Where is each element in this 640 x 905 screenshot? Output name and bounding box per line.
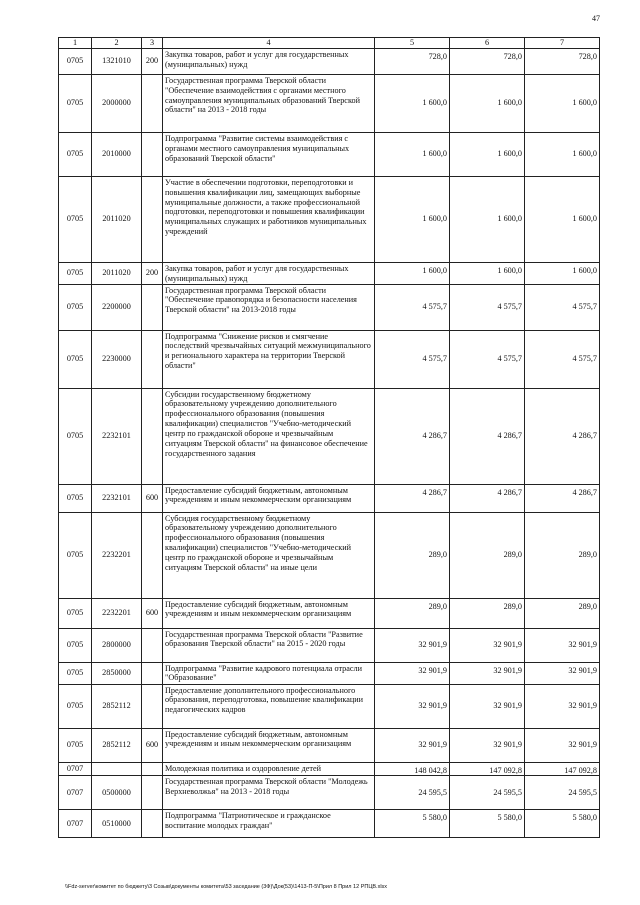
amount-col6: 1 600,0	[450, 176, 525, 262]
col-header-1: 1	[59, 38, 92, 49]
expense-type	[142, 628, 163, 662]
amount-col6: 4 286,7	[450, 388, 525, 484]
col-header-5: 5	[375, 38, 450, 49]
amount-col5: 728,0	[375, 48, 450, 74]
description: Государственная программа Тверской области "Молодежь Верхневолжья" на 2013 - 2018 годы	[163, 776, 375, 810]
description: Подпрограмма "Патриотическое и гражданское воспитание молодых граждан"	[163, 810, 375, 838]
target-code: 2011020	[92, 262, 142, 284]
expense-type	[142, 74, 163, 132]
table-row	[59, 684, 600, 728]
table-row	[59, 598, 600, 628]
amount-col7: 4 286,7	[525, 388, 600, 484]
description: Субсидии государственному бюджетному образовательному учреждению дополнительного профессионального образования (повышения квалификации) специалистов "Учебно-методический центр по гражданской обороне и чрезвычайным ситуациям Тверской области" на финансовое обеспечение государственного задания	[163, 388, 375, 484]
amount-col5: 4 286,7	[375, 484, 450, 512]
amount-col6: 4 286,7	[450, 484, 525, 512]
table-row	[59, 74, 600, 132]
description: Предоставление субсидий бюджетным, автономным учреждениям и иным некоммерческим организациям	[163, 598, 375, 628]
amount-col5: 32 901,9	[375, 728, 450, 762]
section-code: 0705	[59, 598, 92, 628]
amount-col6: 1 600,0	[450, 74, 525, 132]
expense-type	[142, 512, 163, 598]
expense-type	[142, 132, 163, 176]
amount-col7: 1 600,0	[525, 74, 600, 132]
amount-col5: 4 575,7	[375, 330, 450, 388]
description: Субсидия государственному бюджетному образовательному учреждению дополнительного профессионального образования (повышения квалификации) специалистов "Учебно-методический центр по гражданской обороне и чрезвычайным ситуациям Тверской области" на иные цели	[163, 512, 375, 598]
expense-type: 200	[142, 262, 163, 284]
amount-col6: 289,0	[450, 512, 525, 598]
section-code: 0705	[59, 48, 92, 74]
target-code: 2010000	[92, 132, 142, 176]
section-code: 0705	[59, 176, 92, 262]
table-row	[59, 262, 600, 284]
target-code: 2011020	[92, 176, 142, 262]
amount-col7: 289,0	[525, 512, 600, 598]
amount-col6: 4 575,7	[450, 284, 525, 330]
col-header-2: 2	[92, 38, 142, 49]
amount-col5: 1 600,0	[375, 74, 450, 132]
target-code: 2232201	[92, 512, 142, 598]
target-code: 2852112	[92, 728, 142, 762]
description: Подпрограмма "Развитие кадрового потенциала отрасли "Образование"	[163, 662, 375, 684]
amount-col7: 1 600,0	[525, 132, 600, 176]
amount-col5: 289,0	[375, 512, 450, 598]
amount-col6: 24 595,5	[450, 776, 525, 810]
description: Предоставление субсидий бюджетным, автономным учреждениям и иным некоммерческим организациям	[163, 484, 375, 512]
expense-type	[142, 662, 163, 684]
amount-col7: 289,0	[525, 598, 600, 628]
description: Подпрограмма "Развитие системы взаимодействия с органами местного самоуправления муниципальных образований Тверской области"	[163, 132, 375, 176]
target-code: 2232101	[92, 388, 142, 484]
description: Участие в обеспечении подготовки, переподготовки и повышения квалификации лиц, замещающих выборные муниципальные должности, а также профессиональной подготовки, переподготовки и повышения квалификации муниципальных служащих и работников муниципальных учреждений	[163, 176, 375, 262]
amount-col7: 147 092,8	[525, 762, 600, 776]
amount-col7: 4 286,7	[525, 484, 600, 512]
amount-col5: 4 575,7	[375, 284, 450, 330]
expense-type	[142, 388, 163, 484]
description: Предоставление субсидий бюджетным, автономным учреждениям и иным некоммерческим организациям	[163, 728, 375, 762]
target-code: 0500000	[92, 776, 142, 810]
table-row	[59, 762, 600, 776]
description: Закупка товаров, работ и услуг для государственных (муниципальных) нужд	[163, 262, 375, 284]
amount-col7: 728,0	[525, 48, 600, 74]
section-code: 0705	[59, 512, 92, 598]
target-code: 2000000	[92, 74, 142, 132]
col-header-6: 6	[450, 38, 525, 49]
target-code	[92, 762, 142, 776]
table-row	[59, 284, 600, 330]
section-code: 0707	[59, 776, 92, 810]
section-code: 0705	[59, 684, 92, 728]
expense-type: 600	[142, 728, 163, 762]
target-code: 2232101	[92, 484, 142, 512]
expense-type: 600	[142, 598, 163, 628]
amount-col5: 5 580,0	[375, 810, 450, 838]
section-code: 0705	[59, 484, 92, 512]
amount-col6: 5 580,0	[450, 810, 525, 838]
section-code: 0705	[59, 728, 92, 762]
header-row	[59, 38, 600, 49]
description: Подпрограмма "Снижение рисков и смягчение последствий чрезвычайных ситуаций межмуниципального и регионального характера на территории Тверской области"	[163, 330, 375, 388]
section-code: 0705	[59, 284, 92, 330]
amount-col6: 1 600,0	[450, 262, 525, 284]
amount-col5: 1 600,0	[375, 262, 450, 284]
expense-type	[142, 684, 163, 728]
amount-col6: 32 901,9	[450, 662, 525, 684]
section-code: 0705	[59, 662, 92, 684]
section-code: 0705	[59, 132, 92, 176]
table-row	[59, 512, 600, 598]
target-code: 2232201	[92, 598, 142, 628]
amount-col7: 24 595,5	[525, 776, 600, 810]
budget-table	[58, 37, 600, 838]
section-code: 0705	[59, 262, 92, 284]
expense-type	[142, 762, 163, 776]
expense-type	[142, 284, 163, 330]
amount-col5: 148 042,8	[375, 762, 450, 776]
amount-col7: 4 575,7	[525, 330, 600, 388]
target-code: 2850000	[92, 662, 142, 684]
expense-type	[142, 810, 163, 838]
table-row	[59, 776, 600, 810]
file-path-footer: \\Fdz-server\комитет по бюджету\3 Созыв\документы комитета\53 заседание (3Ф)\Док(53)\1413-П-5\Прил 8 Прил 12 РПЦВ.xlsx	[65, 884, 388, 890]
amount-col6: 32 901,9	[450, 684, 525, 728]
amount-col5: 32 901,9	[375, 628, 450, 662]
amount-col5: 32 901,9	[375, 662, 450, 684]
amount-col7: 32 901,9	[525, 662, 600, 684]
amount-col5: 289,0	[375, 598, 450, 628]
target-code: 2852112	[92, 684, 142, 728]
amount-col7: 5 580,0	[525, 810, 600, 838]
amount-col6: 147 092,8	[450, 762, 525, 776]
expense-type	[142, 330, 163, 388]
col-header-4: 4	[163, 38, 375, 49]
target-code: 2230000	[92, 330, 142, 388]
expense-type: 600	[142, 484, 163, 512]
col-header-3: 3	[142, 38, 163, 49]
amount-col6: 289,0	[450, 598, 525, 628]
section-code: 0705	[59, 330, 92, 388]
amount-col5: 24 595,5	[375, 776, 450, 810]
description: Предоставление дополнительного профессионального образования, переподготовка, повышение квалификации педагогических кадров	[163, 684, 375, 728]
amount-col6: 32 901,9	[450, 628, 525, 662]
expense-type	[142, 776, 163, 810]
amount-col7: 32 901,9	[525, 628, 600, 662]
expense-type: 200	[142, 48, 163, 74]
amount-col5: 1 600,0	[375, 132, 450, 176]
target-code: 0510000	[92, 810, 142, 838]
amount-col5: 4 286,7	[375, 388, 450, 484]
table-row	[59, 662, 600, 684]
description: Государственная программа Тверской области "Обеспечение взаимодействия с органами местного самоуправления муниципальных образований Тверской области" на 2013 - 2018 годы	[163, 74, 375, 132]
table-row	[59, 810, 600, 838]
description: Закупка товаров, работ и услуг для государственных (муниципальных) нужд	[163, 48, 375, 74]
table-row	[59, 728, 600, 762]
amount-col7: 4 575,7	[525, 284, 600, 330]
section-code: 0705	[59, 628, 92, 662]
section-code: 0707	[59, 810, 92, 838]
page-number: 47	[592, 14, 600, 23]
amount-col7: 1 600,0	[525, 176, 600, 262]
table-row	[59, 484, 600, 512]
description: Молодежная политика и оздоровление детей	[163, 762, 375, 776]
section-code: 0705	[59, 388, 92, 484]
table-row	[59, 330, 600, 388]
description: Государственная программа Тверской области "Обеспечение правопорядка и безопасности населения Тверской области" на 2013-2018 годы	[163, 284, 375, 330]
target-code: 1321010	[92, 48, 142, 74]
amount-col5: 1 600,0	[375, 176, 450, 262]
amount-col7: 32 901,9	[525, 684, 600, 728]
expense-type	[142, 176, 163, 262]
amount-col6: 1 600,0	[450, 132, 525, 176]
table-row	[59, 48, 600, 74]
amount-col5: 32 901,9	[375, 684, 450, 728]
amount-col6: 32 901,9	[450, 728, 525, 762]
section-code: 0707	[59, 762, 92, 776]
amount-col7: 1 600,0	[525, 262, 600, 284]
amount-col6: 4 575,7	[450, 330, 525, 388]
table-row	[59, 388, 600, 484]
table-row	[59, 176, 600, 262]
amount-col6: 728,0	[450, 48, 525, 74]
description: Государственная программа Тверской области "Развитие образования Тверской области" на 2015 - 2020 годы	[163, 628, 375, 662]
amount-col7: 32 901,9	[525, 728, 600, 762]
table-row	[59, 628, 600, 662]
section-code: 0705	[59, 74, 92, 132]
col-header-7: 7	[525, 38, 600, 49]
table-row	[59, 132, 600, 176]
target-code: 2800000	[92, 628, 142, 662]
target-code: 2200000	[92, 284, 142, 330]
